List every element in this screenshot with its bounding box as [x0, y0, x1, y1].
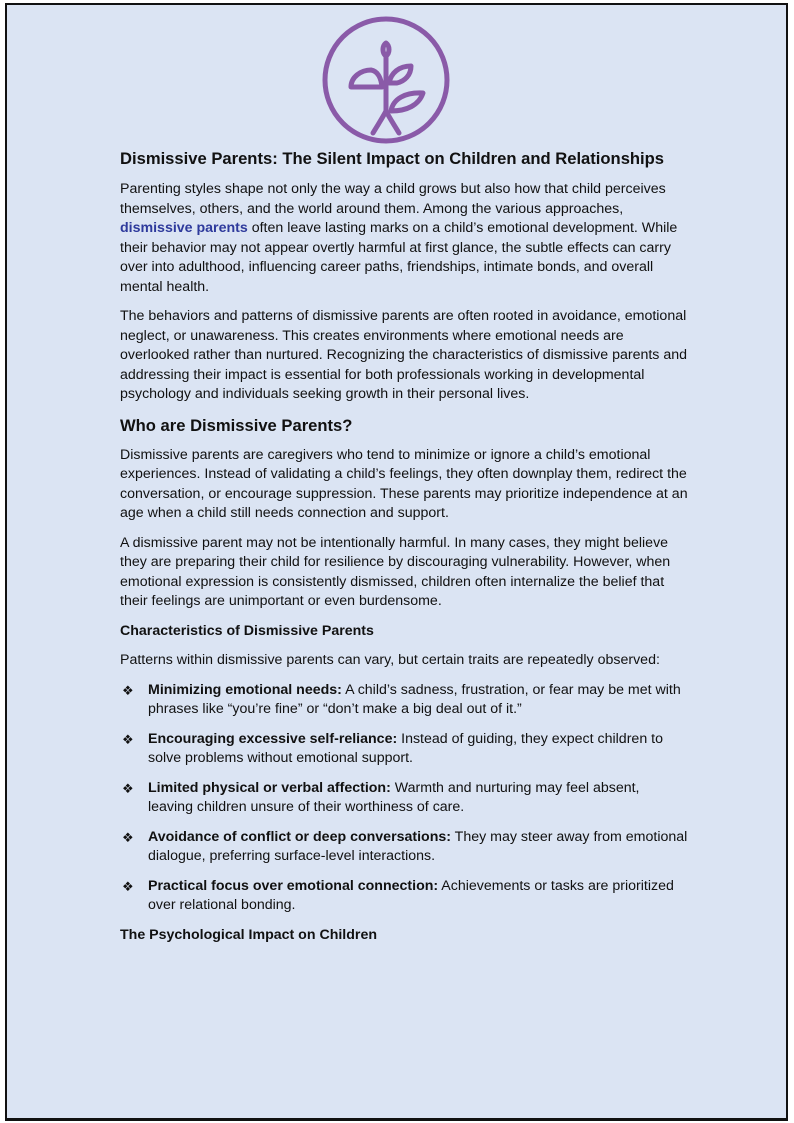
- list-item-text: Achievements or tasks are prioritized over relational bonding.: [148, 877, 674, 913]
- sprout-logo: [321, 15, 451, 145]
- list-item: [120, 779, 688, 818]
- sprout-icon: [321, 15, 451, 145]
- section-heading-who: Who are Dismissive Parents?: [120, 415, 353, 435]
- who-paragraph-2: A dismissive parent may not be intentionally harmful. In many cases, they might believe they are preparing their child for resilience by discouraging vulnerability. However, when emotional expression is consistently dismissed, children often internalize the belief that their feelings are unimportant or even burdensome.: [120, 534, 671, 609]
- characteristics-intro: Patterns within dismissive parents can vary, but certain traits are repeatedly observed:: [120, 652, 660, 668]
- diamond-bullet-icon: ❖: [122, 829, 134, 845]
- document-page: [5, 3, 788, 1121]
- dismissive-parents-link[interactable]: dismissive parents: [120, 220, 248, 236]
- list-item-text: Instead of guiding, they expect children to solve problems without emotional support.: [148, 730, 663, 766]
- intro-paragraph-2: The behaviors and patterns of dismissive parents are often rooted in avoidance, emotional neglect, or unawareness. This creates environments where emotional needs are overlooked rather than nurtured. Recognizing the characteristics of dismissive parents and addressing their impact is essential for both professionals working in developmental psychology and individuals seeking growth in their personal lives.: [120, 308, 688, 402]
- list-item-text: A child’s sadness, frustration, or fear may be met with phrases like “you’re fine” or “don’t make a big deal out of it.”: [148, 681, 681, 717]
- list-item: [120, 730, 688, 769]
- diamond-bullet-icon: ❖: [122, 878, 134, 894]
- article-content: [120, 148, 688, 955]
- page-title: Dismissive Parents: The Silent Impact on Children and Relationships: [120, 149, 665, 168]
- list-item: [120, 828, 688, 867]
- intro-paragraph-1: [120, 180, 688, 297]
- who-paragraph-1: Dismissive parents are caregivers who tend to minimize or ignore a child’s emotional experiences. Instead of validating a child’s feelings, they often downplay them, redirect the conversation, or encourage suppression. These parents may prioritize independence at an age when a child still needs connection and support.: [120, 446, 688, 521]
- intro-text-after-link: often leave lasting marks on a child’s emotional development. While their behavior may not appear overtly harmful at first glance, the subtle effects can carry over into adulthood, influencing career paths, friendships, intimate bonds, and overall mental health.: [120, 220, 678, 295]
- diamond-bullet-icon: ❖: [122, 731, 134, 747]
- diamond-bullet-icon: ❖: [122, 682, 134, 698]
- list-item-text: They may steer away from emotional dialogue, preferring surface-level interactions.: [148, 828, 688, 864]
- intro-text-before-link: Parenting styles shape not only the way a child grows but also how that child perceives themselves, others, and the world around them. Among the various approaches,: [120, 181, 666, 217]
- characteristics-list: [120, 681, 688, 916]
- section-heading-impact: The Psychological Impact on Children: [120, 926, 377, 943]
- list-item: [120, 877, 688, 916]
- list-item-lead: Minimizing emotional needs:: [148, 681, 342, 698]
- list-item: [120, 681, 688, 720]
- list-item-lead: Avoidance of conflict or deep conversations:: [148, 828, 451, 845]
- list-item-lead: Practical focus over emotional connection:: [148, 877, 439, 894]
- section-heading-characteristics: Characteristics of Dismissive Parents: [120, 622, 374, 639]
- list-item-lead: Limited physical or verbal affection:: [148, 779, 391, 796]
- list-item-text: Warmth and nurturing may feel absent, leaving children unsure of their worthiness of care.: [148, 779, 640, 815]
- list-item-lead: Encouraging excessive self-reliance:: [148, 730, 398, 747]
- diamond-bullet-icon: ❖: [122, 780, 134, 796]
